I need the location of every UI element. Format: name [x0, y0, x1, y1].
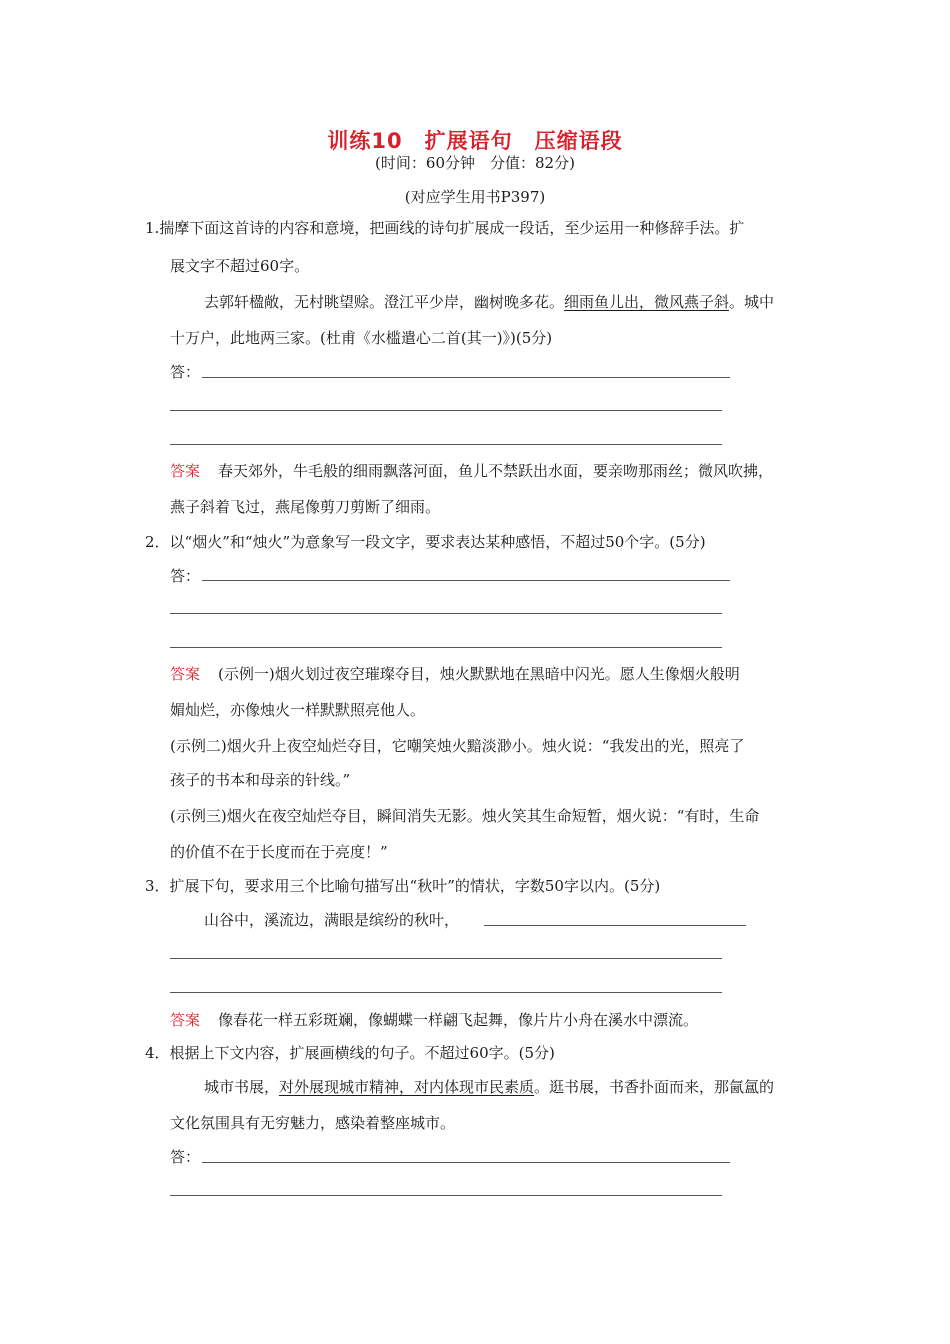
q1-answer-text-1: 春天郊外，牛毛般的细雨飘落河面，鱼儿不禁跃出水面，要亲吻那雨丝；微风吹拂， — [218, 462, 774, 480]
q3-stem: 3．扩展下句，要求用三个比喻句描写出“秋叶”的情状，字数50字以内。(5分) — [145, 877, 661, 895]
q2-example2-line2: 孩子的书本和母亲的针线。” — [170, 771, 351, 789]
q4-stem: 4．根据上下文内容，扩展画横线的句子。不超过60字。(5分) — [145, 1044, 555, 1062]
q1-poem-line2: 十万户，此地两三家。(杜甫《水槛遣心二首(其一)》)(5分) — [170, 329, 553, 347]
answer-label: 答案 — [170, 1011, 201, 1029]
q2-example3-line2: 的价值不在于长度而在于亮度！” — [170, 843, 388, 861]
q4-paragraph-text-end: 。逛书展，书香扑面而来，那氤氲的 — [534, 1078, 775, 1096]
q2-answer-line-3[interactable] — [170, 647, 722, 648]
page-title: 训练10 扩展语句 压缩语段 — [327, 129, 623, 153]
q1-stem-line2: 展文字不超过60字。 — [170, 257, 310, 275]
q3-answer-line-2[interactable] — [170, 958, 722, 959]
q2-example1-line2: 媚灿烂，亦像烛火一样默默照亮他人。 — [170, 701, 426, 719]
q4-paragraph-line1 — [204, 1077, 774, 1097]
q1-answer-prompt: 答： — [170, 363, 201, 381]
q3-answer-line-3[interactable] — [170, 992, 722, 993]
q4-answer-prompt: 答： — [170, 1148, 201, 1166]
q1-answer-text-2: 燕子斜着飞过，燕尾像剪刀剪断了细雨。 — [170, 498, 441, 516]
q2-answer — [170, 664, 740, 684]
q1-stem-line1: 1.揣摩下面这首诗的内容和意境，把画线的诗句扩展成一段话，至少运用一种修辞手法。扩 — [145, 219, 745, 237]
q1-poem-line1 — [204, 292, 774, 312]
q1-answer-line-3[interactable] — [170, 444, 722, 445]
q3-prompt: 山谷中，溪流边，满眼是缤纷的秋叶， — [204, 911, 460, 929]
q1-answer-line-1[interactable] — [202, 377, 730, 378]
q2-stem: 2．以“烟火”和“烛火”为意象写一段文字，要求表达某种感悟，不超过50个字。(5分) — [145, 533, 706, 551]
q3-answer-line-1[interactable] — [484, 925, 746, 926]
answer-label: 答案 — [170, 665, 201, 683]
q1-underlined-verse: 细雨鱼儿出，微风燕子斜 — [564, 293, 730, 311]
q3-answer-text: 像春花一样五彩斑斓，像蝴蝶一样翩飞起舞，像片片小舟在溪水中漂流。 — [218, 1011, 699, 1029]
answer-label: 答案 — [170, 462, 201, 480]
q4-paragraph-line2: 文化氛围具有无穷魅力，感染着整座城市。 — [170, 1114, 456, 1132]
q4-answer-line-2[interactable] — [170, 1195, 722, 1196]
q4-paragraph-text: 城市书展， — [204, 1078, 280, 1096]
q1-poem-text: 去郭轩楹敞，无村眺望赊。澄江平少岸，幽树晚多花。 — [204, 293, 565, 311]
q1-poem-text-end: 。城中 — [729, 293, 775, 311]
q3-answer — [170, 1010, 698, 1030]
q2-answer-line-2[interactable] — [170, 613, 722, 614]
time-score-info: (时间：60分钟 分值：82分) — [375, 154, 575, 172]
q2-example1-line1: (示例一)烟火划过夜空璀璨夺目，烛火默默地在黑暗中闪光。愿人生像烟火般明 — [218, 665, 740, 683]
q1-answer-line-2[interactable] — [170, 410, 722, 411]
q4-answer-line-1[interactable] — [202, 1162, 730, 1163]
q4-underlined-sentence: 对外展现城市精神，对内体现市民素质 — [279, 1078, 535, 1096]
q2-example3-line1: (示例三)烟火在夜空灿烂夺目，瞬间消失无影。烛火笑其生命短暂，烟火说：“有时，生命 — [170, 807, 760, 825]
q2-answer-line-1[interactable] — [202, 580, 730, 581]
textbook-reference: (对应学生用书P397) — [404, 188, 546, 206]
q2-answer-prompt: 答： — [170, 567, 201, 585]
q1-answer — [170, 461, 773, 481]
q2-example2-line1: (示例二)烟火升上夜空灿烂夺目，它嘲笑烛火黯淡渺小。烛火说：“我发出的光，照亮了 — [170, 737, 745, 755]
